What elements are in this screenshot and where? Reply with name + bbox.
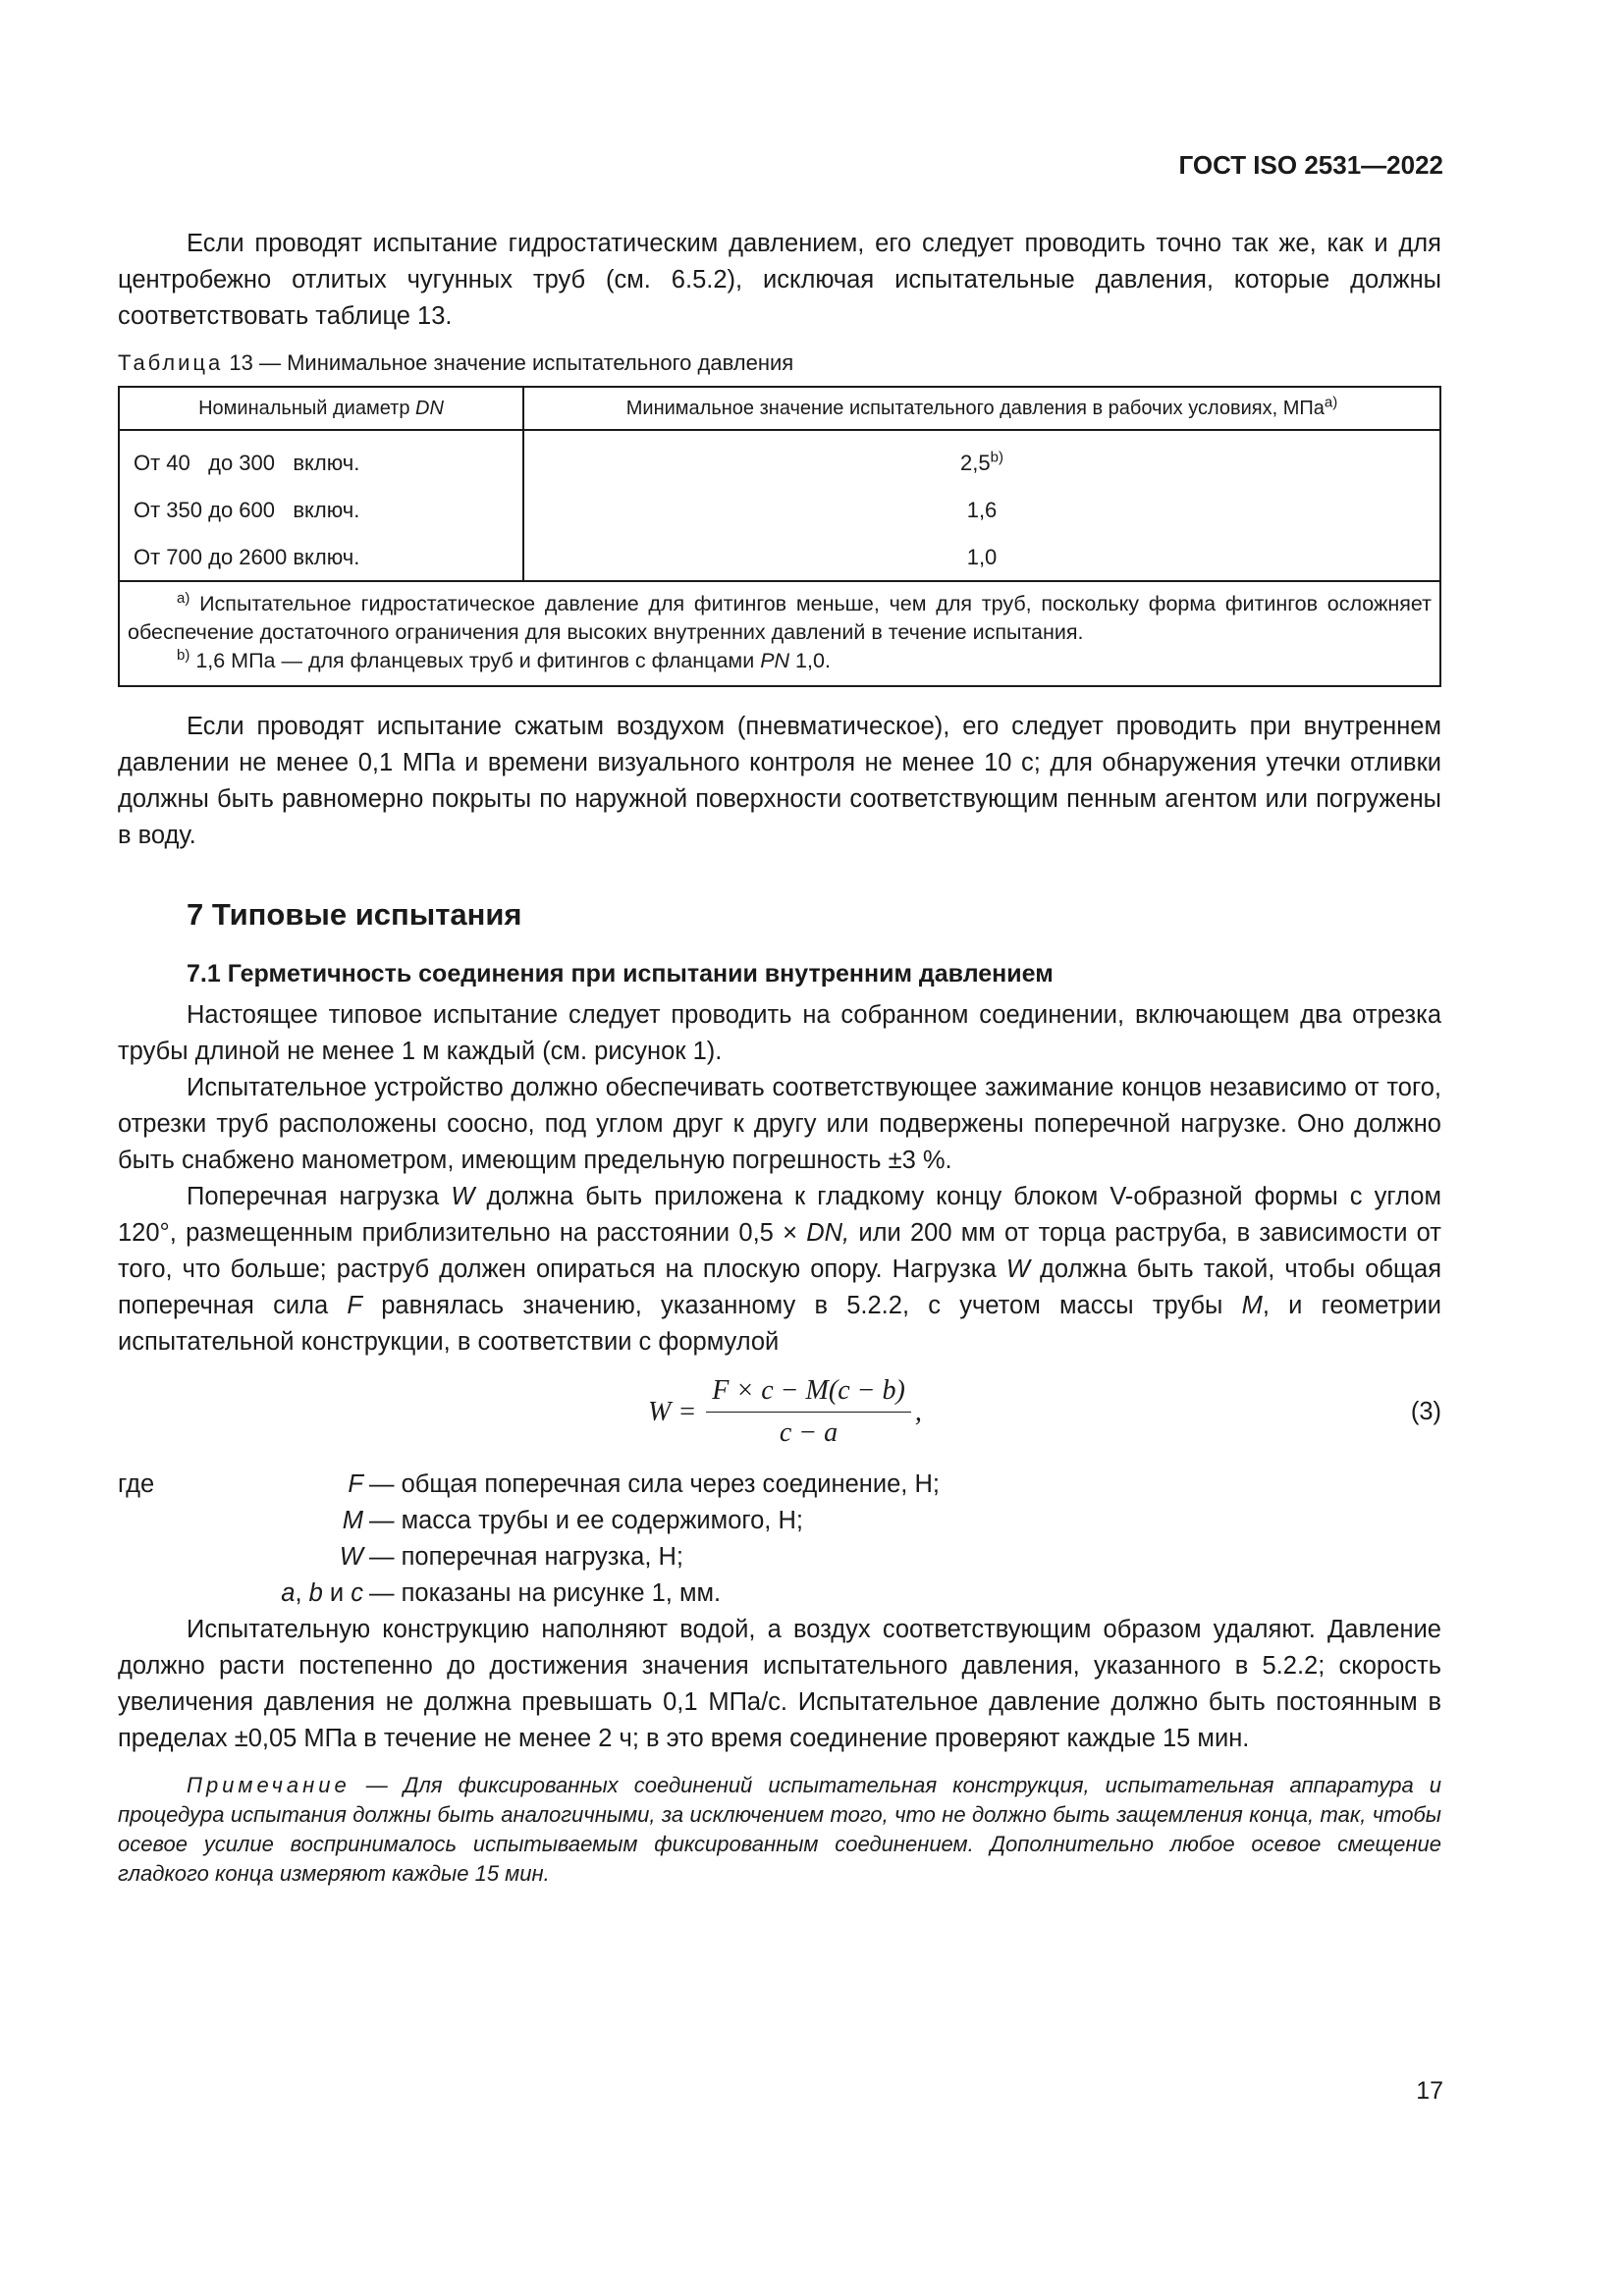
paragraph-device: Испытательное устройство должно обеспечивать соответствующее зажимание концов независимо от того, отрезки труб расположены соосно, под углом друг к другу или подвержены поперечной нагрузке. Оно должно быть снабжено манометром, имеющим предельную погрешность ±3 %. — [118, 1074, 1441, 1174]
section-title: 7 Типовые испытания — [187, 897, 522, 932]
definition-item — [118, 1503, 1441, 1539]
definition-symbol: W — [339, 1543, 363, 1571]
subsection-title: 7.1 Герметичность соединения при испытании внутренним давлением — [187, 960, 1054, 988]
page-number: 17 — [1416, 2077, 1443, 2105]
formula-numerator: F × c − M(c − b) — [706, 1374, 911, 1413]
document-code: ГОСТ ISO 2531—2022 — [1178, 150, 1443, 180]
intro-paragraph: Если проводят испытание гидростатическим давлением, его следует проводить точно так же, как и для центробежно отлитых чугунных труб (см. 6.5.2), исключая испытательные давления, которые должны соответствовать таблице 13. — [118, 230, 1441, 330]
footnote-a: $^{a)}$ Испытательное гидростатическое давление для фитингов меньше, чем для труб, поскольку форма фитингов осложняет обеспечение достаточного ограничения для высоких внутренних давлений в течение испытания. — [128, 589, 1432, 644]
formula-trail: , — [914, 1397, 922, 1427]
note-text: — Для фиксированных соединений испытательная конструкция, испытательная аппаратура и процедура испытания должны быть аналогичными, за исключением того, что не должно быть защемления конца, так, чтобы осевое усилие воспринималось испытываемым фиксированным соединением. Дополнительно любое осевое смещение гладкого конца измеряют каждые 15 мин. — [118, 1773, 1441, 1886]
table-caption-label: Таблица — [118, 350, 224, 375]
note — [118, 1771, 1441, 1889]
header-nominal-diameter: Номинальный диаметр DN — [119, 387, 523, 430]
paragraph-procedure: Испытательную конструкцию наполняют водой, а воздух соответствующим образом удаляют. Давление должно расти постепенно до достижения значения испытательного давления, указанного в 5.2.2; скорость увеличения давления не должна превышать 0,1 МПа/с. Испытательное давление должно быть постоянным в пределах ±0,05 МПа в течение не менее 2 ч; в это время соединение проверяют каждые 15 мин. — [118, 1616, 1441, 1752]
definition-item — [118, 1539, 1441, 1575]
table-row — [119, 533, 1440, 581]
table-footnotes — [119, 581, 1440, 686]
cell-value: 1,6 — [966, 497, 998, 522]
definition-text: — поперечная нагрузка, Н; — [369, 1543, 683, 1571]
header-min-pressure: Минимальное значение испытательного давления в рабочих условиях, МПа$^{a)}$ — [523, 387, 1440, 430]
paragraph-assembly: Настоящее типовое испытание следует проводить на собранном соединении, включающем два отрезка трубы длиной не менее 1 м каждый (см. рисунок 1). — [118, 1001, 1441, 1065]
formula-lhs: W = — [648, 1397, 697, 1427]
table-row — [119, 486, 1440, 533]
cell-value: 2,5$^{b)}$ — [960, 449, 1003, 475]
definition-text: — общая поперечная сила через соединение, Н; — [369, 1470, 940, 1498]
footnote-b: $^{b)}$ 1,6 МПа — для фланцевых труб и фитингов с фланцами PN 1,0. — [177, 646, 831, 672]
table-caption — [118, 348, 1441, 378]
pneumatic-paragraph: Если проводят испытание сжатым воздухом (пневматическое), его следует проводить при внутреннем давлении не менее 0,1 МПа и времени визуального контроля не менее 10 с; для обнаружения утечки отливки должны быть равномерно покрыты по наружной поверхности соответствующим пенным агентом или погружены в воду. — [118, 713, 1441, 849]
formula-number: (3) — [1410, 1398, 1441, 1425]
definitions-list — [118, 1467, 1441, 1612]
definition-item — [118, 1575, 1441, 1612]
definition-text: — показаны на рисунке 1, мм. — [369, 1579, 722, 1607]
note-label: Примечание — [187, 1773, 351, 1797]
page-content — [118, 226, 1441, 1889]
cell-value: 1,0 — [966, 544, 998, 569]
definition-text: — масса трубы и ее содержимого, Н; — [369, 1507, 803, 1534]
definition-symbol: a, b и c — [281, 1579, 363, 1607]
formula-denominator: c − a — [779, 1417, 839, 1448]
formula-fraction — [706, 1374, 911, 1450]
where-label: где — [118, 1470, 155, 1498]
formula-block — [118, 1368, 1441, 1461]
table-notes-row — [119, 581, 1440, 686]
definition-symbol: M — [342, 1507, 363, 1534]
definition-symbol: F — [348, 1470, 363, 1498]
table-row — [119, 430, 1440, 486]
pressure-table — [118, 386, 1441, 687]
table-header-row — [119, 387, 1440, 430]
table-caption-text: 13 — Минимальное значение испытательного давления — [223, 350, 794, 375]
definition-item — [118, 1467, 1441, 1503]
cell-range: От 350 до 600 включ. — [119, 486, 523, 533]
cell-range: От 700 до 2600 включ. — [119, 533, 523, 581]
cell-range: От 40 до 300 включ. — [119, 430, 523, 486]
paragraph-load: Поперечная нагрузка W должна быть приложена к гладкому концу блоком V-образной формы с углом 120°, размещенным приблизительно на расстоянии 0,5 × DN, или 200 мм от торца раструба, в зависимости от того, что больше; раструб должен опираться на плоскую опору. Нагрузка W должна быть такой, чтобы общая поперечная сила F равнялась значению, указанному в 5.2.2, с учетом массы трубы M, и геометрии испытательной конструкции, в соответствии с формулой — [118, 1183, 1442, 1356]
formula — [648, 1374, 922, 1450]
